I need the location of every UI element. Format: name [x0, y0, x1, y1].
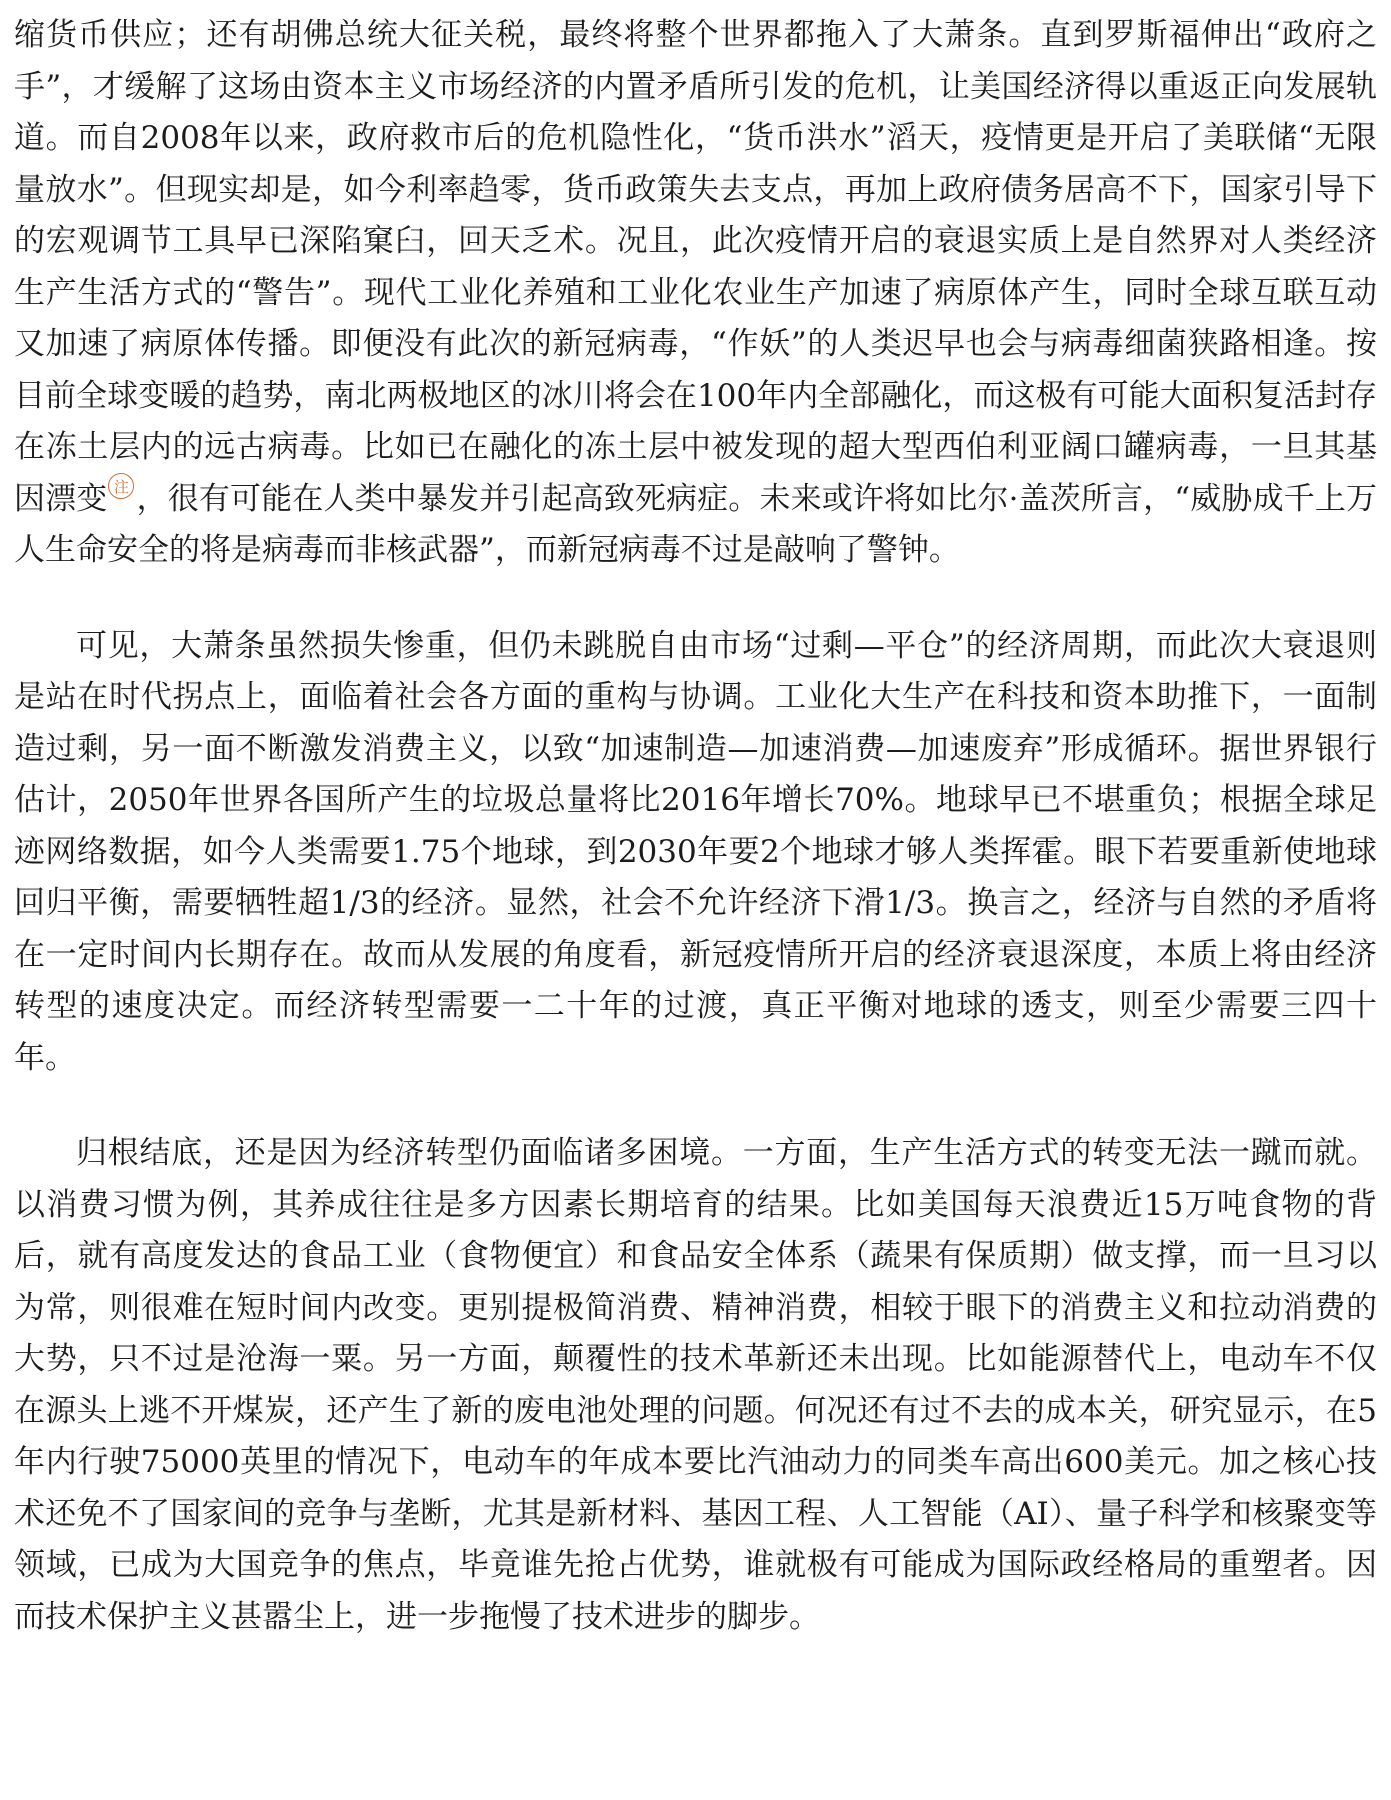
- paragraph-2: 可见，大萧条虽然损失惨重，但仍未跳脱自由市场“过剩—平仓”的经济周期，而此次大衰退则是站在时代拐点上，面临着社会各方面的重构与协调。工业化大生产在科技和资本助推下，一面制造过剩，另一面不断激发消费主义，以致“加速制造—加速消费—加速废弃”形成循环。据世界银行估计，2050年世界各国所产生的垃圾总量将比2016年增长70%。地球早已不堪重负；根据全球足迹网络数据，如今人类需要1.75个地球，到2030年要2个地球才够人类挥霍。眼下若要重新使地球回归平衡，需要牺牲超1/3的经济。显然，社会不允许经济下滑1/3。换言之，经济与自然的矛盾将在一定时间内长期存在。故而从发展的角度看，新冠疫情所开启的经济衰退深度，本质上将由经济转型的速度决定。而经济转型需要一二十年的过渡，真正平衡对地球的透支，则至少需要三四十年。: [14, 627, 1377, 1076]
- footnote-marker-icon[interactable]: 注: [108, 473, 134, 499]
- paragraph-1-continuation: ，很有可能在人类中暴发并引起高致死病症。未来或许将如比尔·盖茨所言，“威胁成千上万人生命安全的将是病毒而非核武器”，而新冠病毒不过是敲响了警钟。: [14, 480, 1378, 568]
- paragraph-1: [14, 10, 1377, 577]
- paragraph-1-text: 缩货币供应；还有胡佛总统大征关税，最终将整个世界都拖入了大萧条。直到罗斯福伸出“政府之手”，才缓解了这场由资本主义市场经济的内置矛盾所引发的危机，让美国经济得以重返正向发展轨道。而自2008年以来，政府救市后的危机隐性化，“货币洪水”滔天，疫情更是开启了美联储“无限量放水”。但现实却是，如今利率趋零，货币政策失去支点，再加上政府债务居高不下，国家引导下的宏观调节工具早已深陷窠臼，回天乏术。况且，此次疫情开启的衰退实质上是自然界对人类经济生产生活方式的“警告”。现代工业化养殖和工业化农业生产加速了病原体产生，同时全球互联互动又加速了病原体传播。即便没有此次的新冠病毒，“作妖”的人类迟早也会与病毒细菌狭路相逢。按目前全球变暖的趋势，南北两极地区的冰川将会在100年内全部融化，而这极有可能大面积复活封存在冻土层内的远古病毒。比如已在融化的冻土层中被发现的超大型西伯利亚阔口罐病毒，一旦其基因漂变: [14, 17, 1377, 517]
- document-body: [14, 10, 1377, 1643]
- paragraph-3: 归根结底，还是因为经济转型仍面临诸多困境。一方面，生产生活方式的转变无法一蹴而就。以消费习惯为例，其养成往往是多方因素长期培育的结果。比如美国每天浪费近15万吨食物的背后，就有高度发达的食品工业（食物便宜）和食品安全体系（蔬果有保质期）做支撑，而一旦习以为常，则很难在短时间内改变。更别提极简消费、精神消费，相较于眼下的消费主义和拉动消费的大势，只不过是沧海一粟。另一方面，颠覆性的技术革新还未出现。比如能源替代上，电动车不仅在源头上逃不开煤炭，还产生了新的废电池处理的问题。何况还有过不去的成本关，研究显示，在5年内行驶75000英里的情况下，电动车的年成本要比汽油动力的同类车高出600美元。加之核心技术还免不了国家间的竞争与垄断，尤其是新材料、基因工程、人工智能（AI）、量子科学和核聚变等领域，已成为大国竞争的焦点，毕竟谁先抢占优势，谁就极有可能成为国际政经格局的重塑者。因而技术保护主义甚嚣尘上，进一步拖慢了技术进步的脚步。: [14, 1135, 1377, 1635]
